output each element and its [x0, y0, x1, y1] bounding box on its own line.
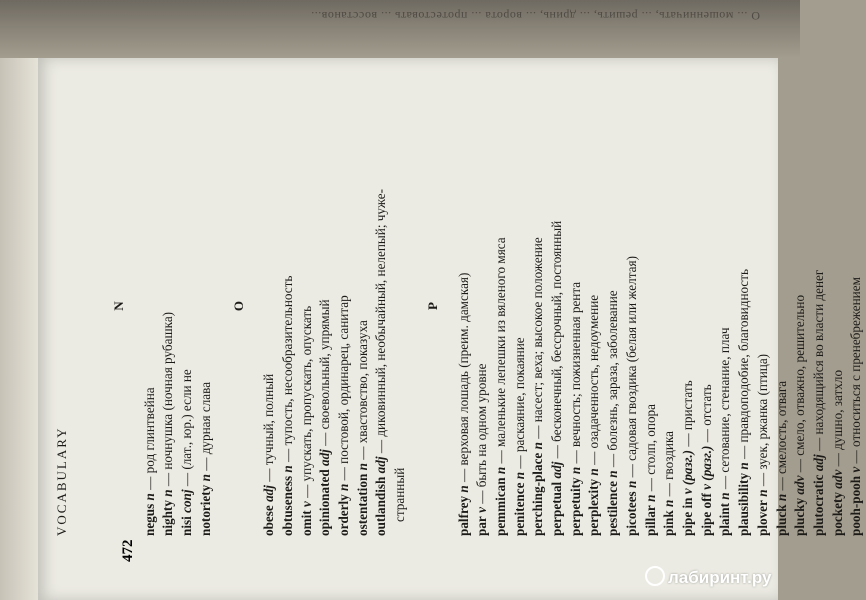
definition: — правдоподобие, благовидность: [736, 268, 752, 460]
definition: — тучный, полный: [261, 373, 277, 482]
headword: palfrey: [455, 495, 471, 536]
headword: picotees: [623, 491, 639, 536]
headword: obese: [261, 505, 277, 536]
headword: perpetual: [549, 481, 565, 536]
part-of-speech: n: [530, 442, 546, 450]
definition: — зуек, ржанка (птица): [754, 353, 770, 487]
definition: — сетование, стенание, плач: [717, 327, 733, 490]
headword: pluck: [773, 504, 789, 536]
headword: pillar: [642, 505, 658, 536]
part-of-speech: n: [623, 480, 639, 489]
definition: — гвоздика: [661, 430, 677, 497]
headword: pestilence: [605, 481, 621, 536]
headword: plutocratic: [810, 474, 826, 536]
vocabulary-entry: [279, 76, 298, 536]
definition: — относиться с пренебрежением: [848, 277, 864, 464]
vocabulary-entry: [492, 76, 511, 536]
definition: — насест; веха; высокое положение: [530, 237, 546, 439]
definition: — болезнь, зараза, заболевание: [605, 290, 621, 468]
headword: obtuseness: [279, 475, 295, 536]
vocabulary-entry: [660, 76, 679, 536]
part-of-speech: n: [141, 493, 157, 501]
section-letter: N: [111, 301, 126, 311]
headword: pipe in: [679, 497, 695, 536]
headword: outlandish: [373, 476, 389, 536]
definition: — столп, опора: [642, 404, 658, 492]
vocabulary-entry: [354, 76, 373, 536]
headword: negus: [141, 503, 157, 536]
headword: plausibility: [736, 472, 752, 536]
vocabulary-entry: [810, 76, 829, 536]
previous-page-edge: [0, 0, 800, 58]
vocabulary-list: [110, 76, 866, 536]
vocabulary-entry: [604, 76, 623, 536]
part-of-speech: n: [586, 468, 602, 476]
definition: — ночнушка (ночная рубашка): [160, 311, 176, 487]
bleed-through-text: O ... мошенничать, ... решить, ... дринь, ... ворота ... протестовать ... восстанов...: [310, 9, 760, 23]
definition: — своевольный, упрямый: [317, 299, 333, 446]
vocabulary-entry: [316, 76, 335, 536]
part-of-speech: v (разг.): [679, 449, 695, 495]
vocabulary-entry: [529, 76, 548, 536]
part-of-speech: adj: [317, 449, 333, 466]
page-number: 472: [120, 539, 136, 562]
part-of-speech: n: [279, 465, 295, 473]
vocabulary-page-content: [54, 70, 864, 540]
definition: — душно, затхло: [829, 369, 845, 467]
definition: — садовая гвоздика (белая или желтая): [623, 256, 639, 478]
vocabulary-entry: [372, 76, 391, 536]
headword: pemmican: [492, 477, 508, 536]
vocabulary-entry: [679, 76, 698, 536]
vocabulary-entry: [548, 76, 567, 536]
headword: penitence: [511, 482, 527, 536]
vocabulary-entry: [698, 76, 717, 536]
definition: — бесконечный, бессрочный, постоянный: [549, 220, 565, 459]
vocabulary-entry: [197, 76, 216, 536]
part-of-speech: n: [605, 470, 621, 478]
part-of-speech: n: [336, 483, 352, 491]
definition: — хвастовство, показуха: [354, 320, 370, 460]
vocabulary-entry: [847, 76, 866, 536]
vocabulary-entry: [511, 76, 530, 536]
part-of-speech: v: [848, 466, 864, 473]
vocabulary-entry: [159, 76, 178, 536]
part-of-speech: n: [197, 474, 213, 482]
part-of-speech: n: [661, 499, 677, 508]
definition: — смело, отважно, решительно: [792, 294, 808, 473]
definition: — (лат., юр.) если не: [179, 369, 195, 487]
vocabulary-entry: [773, 76, 792, 536]
headword: plaint: [717, 503, 733, 536]
headword: par: [474, 516, 490, 536]
vocabulary-entry: [829, 76, 848, 536]
definition: — вечность; пожизненная рента: [567, 281, 583, 464]
running-head: VOCABULARY: [54, 426, 69, 536]
headword: plover: [754, 500, 770, 536]
part-of-speech: adj: [810, 454, 826, 472]
definition: — род глинтвейна: [141, 387, 157, 490]
part-of-speech: n: [754, 489, 770, 497]
part-of-speech: n: [492, 466, 508, 475]
part-of-speech: n: [354, 463, 370, 471]
part-of-speech: adj: [261, 485, 277, 502]
part-of-speech: adj: [373, 456, 389, 474]
definition: — верховая лошадь (преим. дамская): [455, 272, 471, 483]
part-of-speech: n: [511, 471, 527, 480]
vocabulary-entry: [178, 76, 197, 536]
part-of-speech: v: [474, 507, 490, 513]
headword: perpetuity: [567, 477, 583, 536]
definition: — постовой, ординарец, санитар: [336, 295, 352, 481]
headword: notoriety: [197, 484, 213, 536]
vocabulary-entry: [298, 76, 317, 536]
part-of-speech: v: [298, 501, 314, 508]
part-of-speech: n: [773, 493, 789, 502]
part-of-speech: v (разг.): [698, 445, 714, 490]
definition: — дурная слава: [197, 381, 213, 471]
vocabulary-entry: [642, 76, 661, 536]
vocabulary-entry: [455, 76, 474, 536]
watermark-text: лабиринт.ру: [668, 568, 772, 587]
part-of-speech: n: [160, 489, 176, 497]
headword: perching-place: [530, 452, 546, 536]
vocabulary-entry: [260, 76, 279, 536]
part-of-speech: adv: [829, 469, 845, 489]
definition: — отстать: [698, 384, 714, 443]
part-of-speech: n: [455, 485, 471, 493]
part-of-speech: n: [736, 462, 752, 470]
definition: — раскаяние, покаяние: [511, 337, 527, 469]
vocabulary-entry: [716, 76, 735, 536]
vocabulary-entry: [754, 76, 773, 536]
definition: — маленькие лепешки из вяленого мяса: [492, 237, 508, 464]
watermark: [645, 566, 771, 588]
definition: — упускать, пропускать, опускать: [298, 305, 314, 498]
headword: nighty: [160, 500, 176, 536]
headword: opinionated: [317, 469, 333, 536]
vocabulary-entry: [623, 76, 642, 536]
definition: — смелость, отвага: [773, 380, 789, 491]
definition: — озадаченность, недоумение: [586, 294, 602, 465]
definition-continuation: странный: [392, 467, 408, 522]
part-of-speech: n: [567, 466, 583, 475]
headword: pink: [661, 510, 677, 536]
definition: — тупость, несообразительность: [279, 275, 295, 462]
vocabulary-entry: [735, 76, 754, 536]
definition: — быть на одном уровне: [474, 363, 490, 504]
part-of-speech: n: [642, 494, 658, 502]
headword: plucky: [792, 497, 808, 536]
vocabulary-entry: [567, 76, 586, 536]
definition: — диковинный, необычайный, нелепый; чуже-: [373, 188, 389, 454]
definition: — пристать: [679, 380, 695, 447]
section-letter: P: [424, 302, 440, 310]
headword: omit: [298, 510, 314, 536]
vocabulary-entry: [473, 76, 492, 536]
headword: nisi: [179, 516, 195, 536]
headword: perplexity: [586, 478, 602, 536]
vocabulary-entry: [141, 76, 160, 536]
part-of-speech: n: [717, 492, 733, 500]
part-of-speech: adv: [792, 475, 808, 495]
vocabulary-entry: [335, 76, 354, 536]
headword: ostentation: [354, 473, 370, 536]
headword: pockety: [829, 492, 845, 536]
headword: pipe off: [698, 493, 714, 536]
labirint-logo-icon: [645, 566, 665, 586]
headword: pooh-pooh: [848, 475, 864, 536]
part-of-speech: adj: [549, 461, 565, 479]
vocabulary-entry: [791, 76, 810, 536]
page-gutter: [0, 58, 38, 600]
headword: orderly: [336, 494, 352, 536]
section-letter: O: [230, 300, 246, 312]
vocabulary-entry: [585, 76, 604, 536]
part-of-speech: conj: [179, 489, 195, 513]
definition: — находящийся во власти денег: [810, 269, 826, 452]
